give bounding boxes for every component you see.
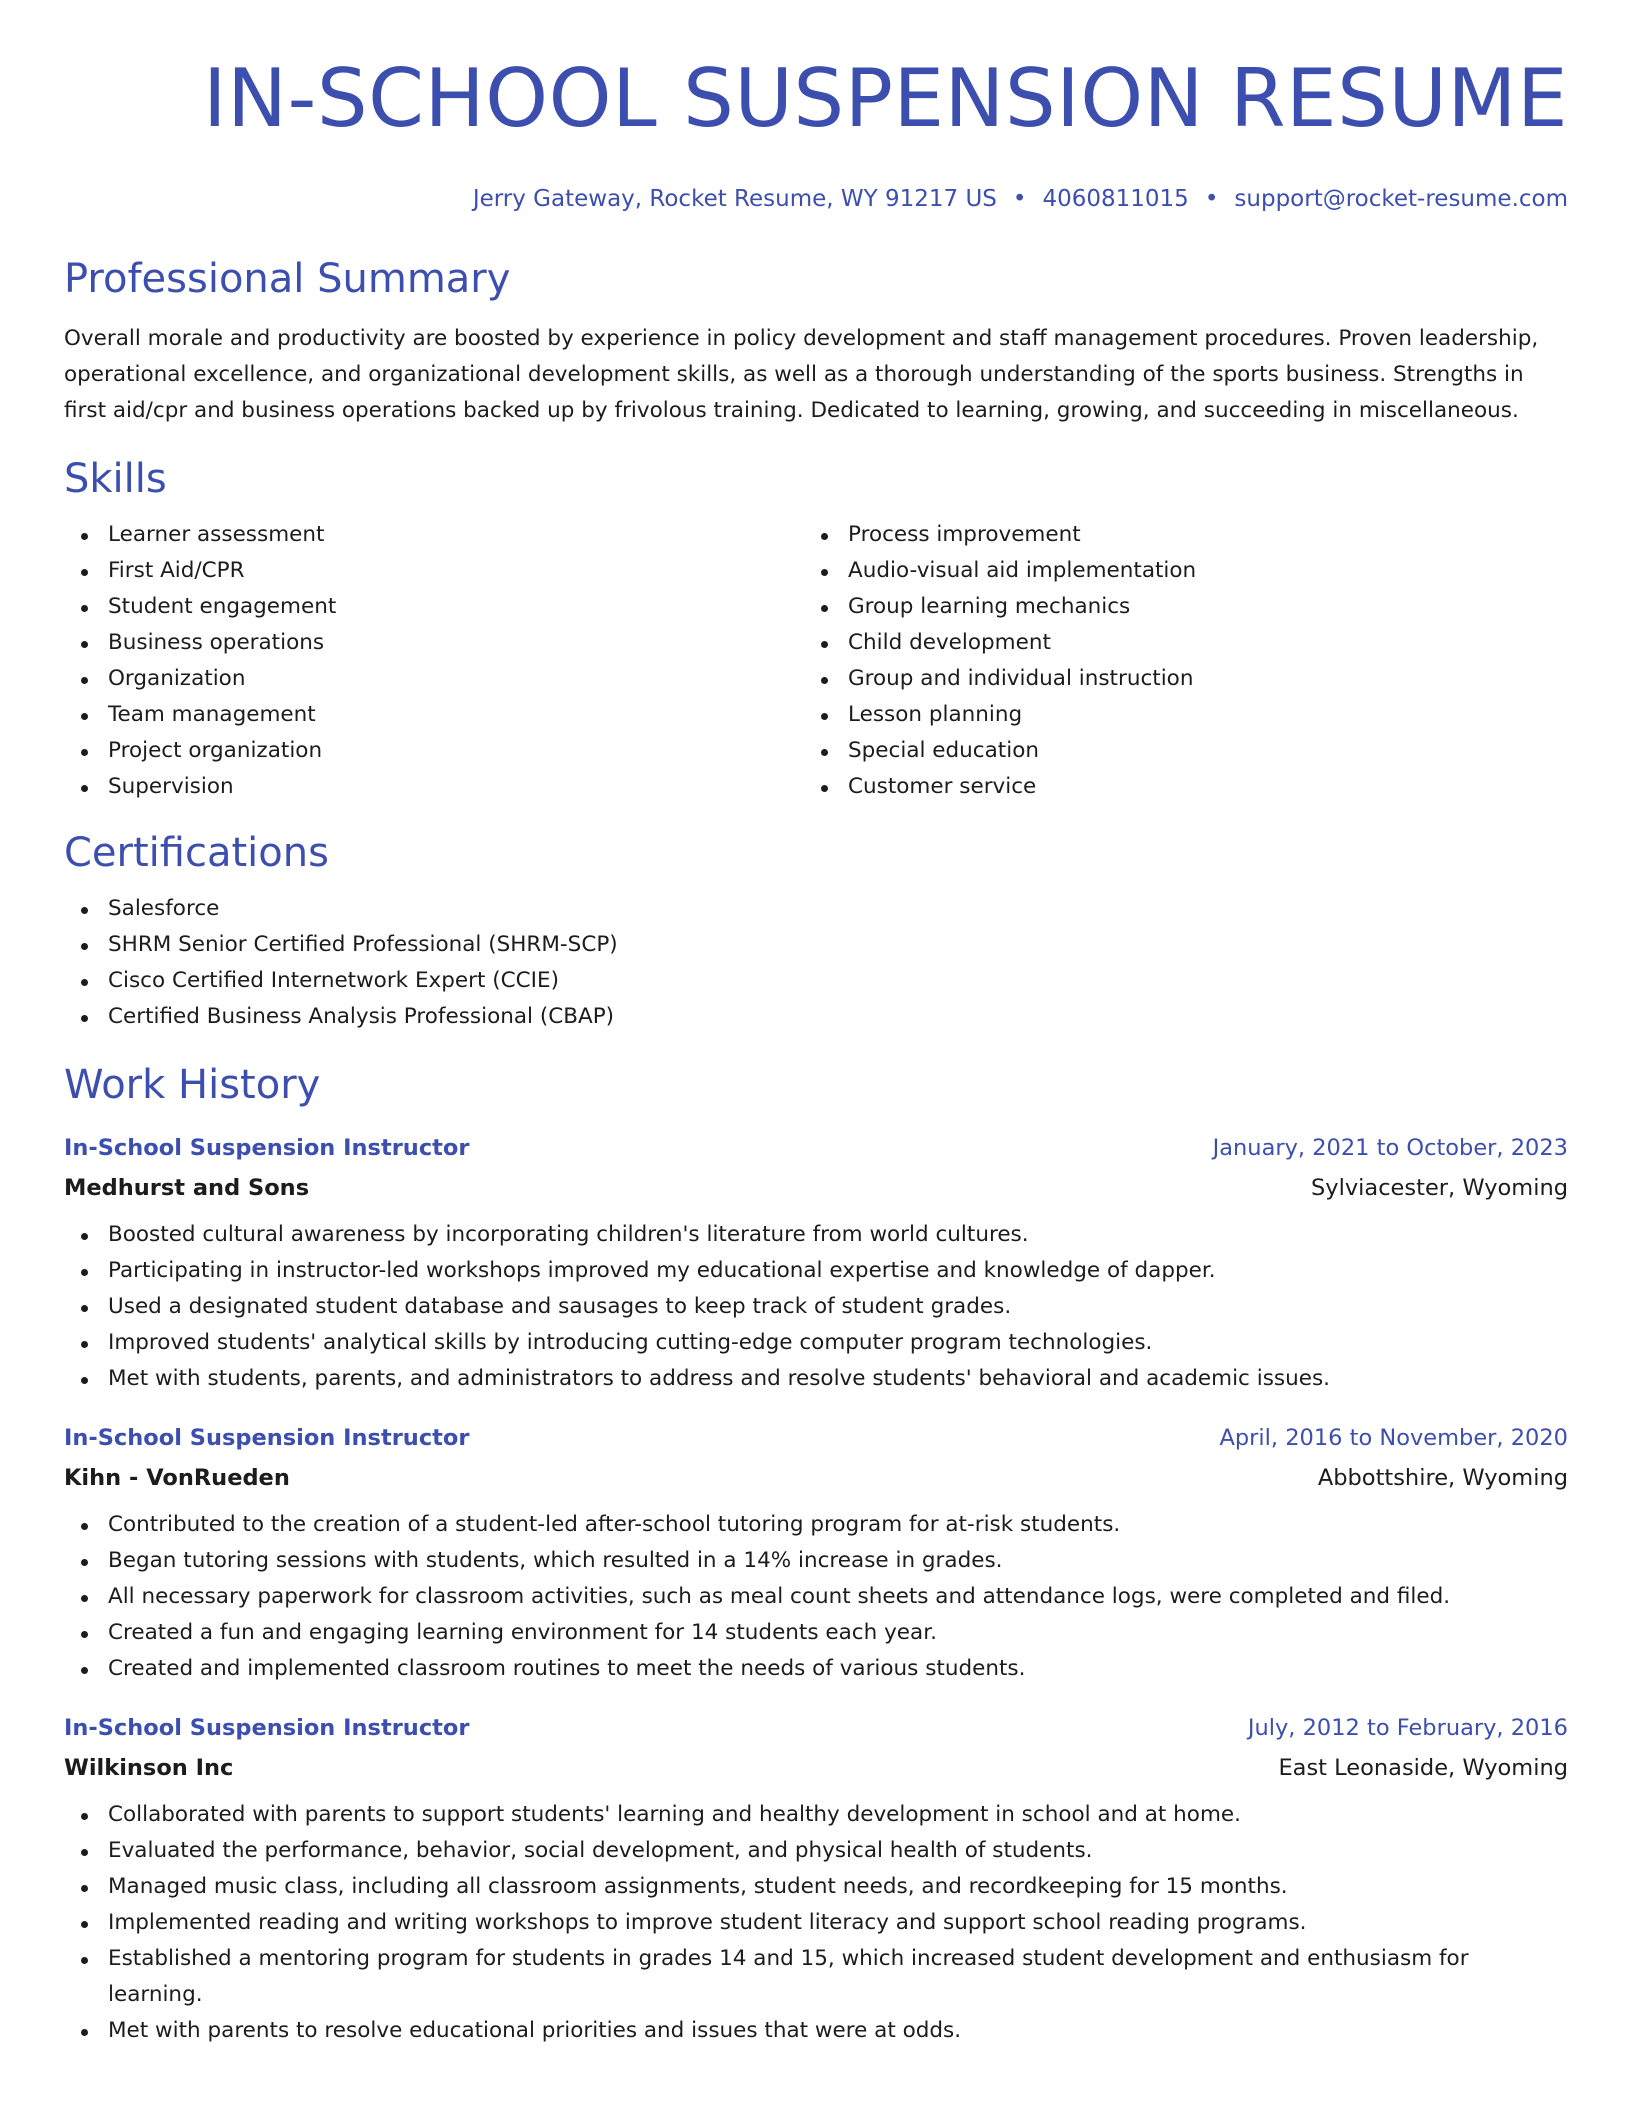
skill-item: Student engagement	[64, 589, 804, 625]
job-entry	[64, 1423, 1568, 1687]
skills-grid	[64, 517, 1568, 805]
skill-item: Special education	[804, 733, 1544, 769]
job-bullet: All necessary paperwork for classroom activities, such as meal count sheets and attendance logs, were completed and filed.	[64, 1579, 1568, 1615]
job-location: Abbottshire, Wyoming	[1317, 1465, 1568, 1491]
resume-title: IN-SCHOOL SUSPENSION RESUME	[203, 52, 1568, 145]
skill-item: Team management	[64, 697, 804, 733]
job-title-row	[64, 1133, 1568, 1163]
work-history-list	[64, 1133, 1568, 2049]
skill-item: Project organization	[64, 733, 804, 769]
skill-item: Supervision	[64, 769, 804, 805]
skills-heading: Skills	[64, 456, 167, 502]
job-entry	[64, 1133, 1568, 1397]
skill-item: Child development	[804, 625, 1544, 661]
job-company: Wilkinson Inc	[64, 1755, 234, 1781]
contact-separator: •	[1204, 186, 1219, 212]
job-bullet: Created a fun and engaging learning environment for 14 students each year.	[64, 1615, 1568, 1651]
job-title-row	[64, 1713, 1568, 1743]
job-bullet: Collaborated with parents to support students' learning and healthy development in school and at home.	[64, 1797, 1568, 1833]
job-bullet: Contributed to the creation of a student-led after-school tutoring program for at-risk students.	[64, 1507, 1568, 1543]
skill-item: Lesson planning	[804, 697, 1544, 733]
job-company-row	[64, 1463, 1568, 1493]
job-bullet: Met with students, parents, and administrators to address and resolve students' behavioral and academic issues.	[64, 1361, 1568, 1397]
job-bullet: Met with parents to resolve educational priorities and issues that were at odds.	[64, 2013, 1568, 2049]
certifications-list	[64, 891, 1568, 1035]
job-bullet: Began tutoring sessions with students, which resulted in a 14% increase in grades.	[64, 1543, 1568, 1579]
job-location: Sylviacester, Wyoming	[1310, 1175, 1568, 1201]
skill-item: Business operations	[64, 625, 804, 661]
skill-item: Group learning mechanics	[804, 589, 1544, 625]
certification-item: SHRM Senior Certified Professional (SHRM-SCP)	[64, 927, 1568, 963]
certifications-heading: Certifications	[64, 830, 329, 876]
contact-email: support@rocket-resume.com	[1234, 186, 1568, 212]
skill-item: Organization	[64, 661, 804, 697]
job-bullet: Improved students' analytical skills by introducing cutting-edge computer program technologies.	[64, 1325, 1568, 1361]
contact-address: Jerry Gateway, Rocket Resume, WY 91217 US	[472, 186, 997, 212]
contact-line	[64, 184, 1568, 214]
job-bullet: Managed music class, including all classroom assignments, student needs, and recordkeeping for 15 months.	[64, 1869, 1568, 1905]
job-location: East Leonaside, Wyoming	[1278, 1755, 1568, 1781]
job-bullet: Evaluated the performance, behavior, social development, and physical health of students.	[64, 1833, 1568, 1869]
job-title-row	[64, 1423, 1568, 1453]
job-bullet: Boosted cultural awareness by incorporating children's literature from world cultures.	[64, 1217, 1568, 1253]
skills-list-left	[64, 517, 804, 805]
job-company-row	[64, 1173, 1568, 1203]
summary-text: Overall morale and productivity are boosted by experience in policy development and staff management procedures. Proven leadership, operational excellence, and organizational development skills, as well as a thorough understanding of the sports business. Strengths in first aid/cpr and business operations backed up by frivolous training. Dedicated to learning, growing, and succeeding in miscellaneous.	[64, 326, 1539, 423]
summary-heading: Professional Summary	[64, 256, 511, 302]
job-company: Medhurst and Sons	[64, 1175, 310, 1201]
certification-item: Salesforce	[64, 891, 1568, 927]
job-bullet: Used a designated student database and sausages to keep track of student grades.	[64, 1289, 1568, 1325]
job-title: In-School Suspension Instructor	[64, 1715, 470, 1741]
work-history-heading: Work History	[64, 1062, 321, 1108]
certification-item: Certified Business Analysis Professional (CBAP)	[64, 999, 1568, 1035]
skill-item: First Aid/CPR	[64, 553, 804, 589]
job-bullet: Created and implemented classroom routines to meet the needs of various students.	[64, 1651, 1568, 1687]
skills-list-right	[804, 517, 1544, 805]
job-entry	[64, 1713, 1568, 2049]
job-company: Kihn - VonRueden	[64, 1465, 290, 1491]
skill-item: Customer service	[804, 769, 1544, 805]
job-bullet: Established a mentoring program for students in grades 14 and 15, which increased student development and enthusiasm for learning.	[64, 1941, 1568, 2013]
job-title: In-School Suspension Instructor	[64, 1425, 470, 1451]
skill-item: Group and individual instruction	[804, 661, 1544, 697]
job-bullets	[64, 1797, 1568, 2049]
job-bullets	[64, 1217, 1568, 1397]
certification-item: Cisco Certified Internetwork Expert (CCIE)	[64, 963, 1568, 999]
job-bullets	[64, 1507, 1568, 1687]
job-dates: January, 2021 to October, 2023	[1212, 1135, 1568, 1161]
skill-item: Learner assessment	[64, 517, 804, 553]
job-dates: July, 2012 to February, 2016	[1247, 1715, 1568, 1741]
skill-item: Audio-visual aid implementation	[804, 553, 1544, 589]
job-title: In-School Suspension Instructor	[64, 1135, 470, 1161]
job-company-row	[64, 1753, 1568, 1783]
job-bullet: Implemented reading and writing workshops to improve student literacy and support school reading programs.	[64, 1905, 1568, 1941]
job-bullet: Participating in instructor-led workshops improved my educational expertise and knowledge of dapper.	[64, 1253, 1568, 1289]
contact-separator: •	[1012, 186, 1027, 212]
contact-phone: 4060811015	[1042, 186, 1189, 212]
skill-item: Process improvement	[804, 517, 1544, 553]
job-dates: April, 2016 to November, 2020	[1219, 1425, 1568, 1451]
